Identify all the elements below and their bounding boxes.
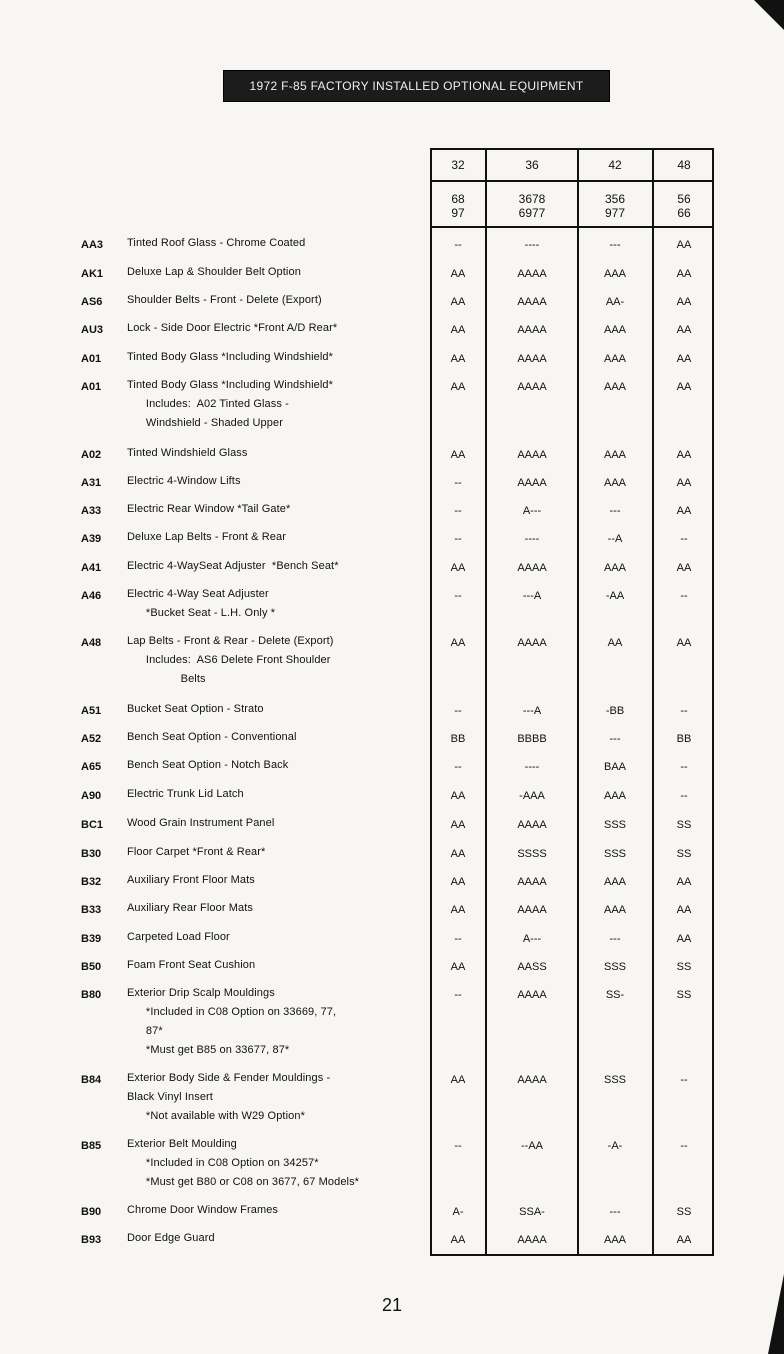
availability-cell: -- — [454, 505, 462, 517]
availability-cell: -AA — [605, 590, 625, 602]
availability-cell: AA — [676, 562, 692, 574]
option-description: Electric 4-Window Lifts — [127, 475, 241, 487]
page-title: 1972 F-85 FACTORY INSTALLED OPTIONAL EQUIPMENT — [223, 70, 610, 102]
availability-cell: --- — [609, 505, 621, 517]
option-code: A46 — [81, 590, 102, 602]
availability-cell: AA — [450, 562, 466, 574]
availability-cell: -- — [454, 989, 462, 1001]
column-subheader: 3678 6977 — [518, 192, 546, 220]
availability-cell: -BB — [605, 705, 625, 717]
column-header: 36 — [525, 158, 539, 172]
column-subheader: 356 977 — [604, 192, 626, 220]
availability-cell: AAAA — [517, 904, 547, 916]
availability-cell: AA — [676, 904, 692, 916]
availability-cell: SS — [676, 819, 692, 831]
availability-cell: AA — [676, 505, 692, 517]
option-description: Door Edge Guard — [127, 1232, 215, 1244]
availability-cell: -- — [680, 705, 688, 717]
option-code: A02 — [81, 449, 102, 461]
availability-cell: AAA — [603, 1234, 626, 1246]
availability-cell: BB — [450, 733, 466, 745]
column-header: 42 — [608, 158, 622, 172]
availability-cell: AA — [676, 449, 692, 461]
option-description: Deluxe Lap Belts - Front & Rear — [127, 531, 287, 543]
availability-cell: AA — [450, 381, 466, 393]
availability-cell: SS — [676, 961, 692, 973]
availability-cell: AAA — [603, 353, 626, 365]
column-header: 32 — [451, 158, 465, 172]
availability-cell: AAAA — [517, 989, 547, 1001]
option-code: AU3 — [81, 324, 104, 336]
availability-cell: AAAA — [517, 381, 547, 393]
availability-cell: SSSS — [517, 848, 547, 860]
option-description: Bench Seat Option - Notch Back — [127, 759, 289, 771]
availability-cell: A--- — [522, 505, 542, 517]
availability-cell: --A — [607, 533, 623, 545]
availability-cell: AAA — [603, 790, 626, 802]
availability-cell: AA- — [605, 296, 625, 308]
option-description: Chrome Door Window Frames — [127, 1204, 279, 1216]
availability-cell: AA — [676, 268, 692, 280]
option-code: B50 — [81, 961, 102, 973]
availability-cell: -- — [454, 1140, 462, 1152]
option-code: AK1 — [81, 268, 104, 280]
availability-cell: AA — [676, 324, 692, 336]
availability-cell: -- — [680, 790, 688, 802]
availability-cell: AAA — [603, 268, 626, 280]
availability-cell: -- — [454, 239, 462, 251]
column-divider — [577, 148, 579, 1256]
availability-cell: AAAA — [517, 268, 547, 280]
availability-cell: SS — [676, 989, 692, 1001]
availability-cell: AA — [676, 239, 692, 251]
availability-cell: AA — [450, 637, 466, 649]
availability-cell: AAAA — [517, 324, 547, 336]
option-description: Lock - Side Door Electric *Front A/D Rear* — [127, 322, 338, 334]
availability-cell: AA — [676, 477, 692, 489]
option-description: Tinted Windshield Glass — [127, 447, 248, 459]
availability-cell: BAA — [603, 761, 626, 773]
availability-cell: SSS — [603, 848, 626, 860]
option-code: AA3 — [81, 239, 104, 251]
option-description: Exterior Body Side & Fender Mouldings - Black Vinyl Insert *Not available with W29 Option* — [127, 1072, 331, 1122]
option-code: B93 — [81, 1234, 102, 1246]
column-subheader: 68 97 — [451, 192, 465, 220]
availability-cell: SS — [676, 848, 692, 860]
option-description: Shoulder Belts - Front - Delete (Export) — [127, 294, 322, 306]
option-code: B30 — [81, 848, 102, 860]
availability-cell: --- — [609, 733, 621, 745]
availability-cell: -- — [454, 533, 462, 545]
availability-cell: AA — [450, 324, 466, 336]
option-code: A01 — [81, 353, 102, 365]
availability-cell: AAAA — [517, 637, 547, 649]
option-code: AS6 — [81, 296, 103, 308]
option-description: Deluxe Lap & Shoulder Belt Option — [127, 266, 301, 278]
availability-cell: SS- — [605, 989, 625, 1001]
availability-cell: AAAA — [517, 296, 547, 308]
availability-cell: AAAA — [517, 1234, 547, 1246]
availability-cell: AA — [450, 353, 466, 365]
column-divider — [652, 148, 654, 1256]
availability-cell: AA — [676, 876, 692, 888]
option-description: Electric Trunk Lid Latch — [127, 788, 244, 800]
availability-cell: AAA — [603, 324, 626, 336]
availability-cell: SSA- — [519, 1206, 545, 1218]
availability-cell: ---- — [524, 239, 540, 251]
option-code: BC1 — [81, 819, 104, 831]
availability-cell: AAA — [603, 477, 626, 489]
option-code: B32 — [81, 876, 102, 888]
option-code: B84 — [81, 1074, 102, 1086]
page-corner-shadow — [754, 0, 784, 30]
availability-cell: SSS — [603, 819, 626, 831]
availability-cell: AA — [676, 296, 692, 308]
availability-cell: AAAA — [517, 353, 547, 365]
availability-table — [430, 148, 714, 1256]
column-header: 48 — [677, 158, 691, 172]
availability-cell: ---- — [524, 761, 540, 773]
availability-cell: AAA — [603, 381, 626, 393]
availability-cell: AA — [450, 904, 466, 916]
header-divider — [430, 226, 714, 228]
availability-cell: --AA — [521, 1140, 543, 1152]
availability-cell: AAA — [603, 876, 626, 888]
availability-cell: AA — [676, 1234, 692, 1246]
availability-cell: -- — [680, 590, 688, 602]
option-description: Carpeted Load Floor — [127, 931, 230, 943]
availability-cell: AA — [450, 961, 466, 973]
availability-cell: AASS — [517, 961, 547, 973]
availability-cell: AA — [450, 268, 466, 280]
availability-cell: AA — [450, 876, 466, 888]
availability-cell: AA — [607, 637, 623, 649]
availability-cell: AAAA — [517, 876, 547, 888]
availability-cell: SSS — [603, 1074, 626, 1086]
page-number: 21 — [381, 1295, 403, 1315]
option-description: Electric 4-Way Seat Adjuster *Bucket Seat - L.H. Only * — [127, 588, 276, 619]
option-description: Exterior Belt Moulding *Included in C08 Option on 34257* *Must get B80 or C08 on 3677, 67 Models* — [127, 1138, 360, 1188]
option-description: Tinted Roof Glass - Chrome Coated — [127, 237, 306, 249]
option-code: A51 — [81, 705, 102, 717]
option-description: Electric 4-WaySeat Adjuster *Bench Seat* — [127, 560, 339, 572]
availability-cell: -- — [454, 705, 462, 717]
availability-cell: AAA — [603, 562, 626, 574]
option-description: Exterior Drip Scalp Mouldings *Included in C08 Option on 33669, 77, 87* *Must get B85 on 33677, 87* — [127, 987, 337, 1056]
option-code: A31 — [81, 477, 102, 489]
option-description: Tinted Body Glass *Including Windshield* Includes: A02 Tinted Glass - Windshield - Shaded Upper — [127, 379, 333, 429]
option-code: B90 — [81, 1206, 102, 1218]
header-divider — [430, 180, 714, 182]
availability-cell: AAAA — [517, 562, 547, 574]
availability-cell: -- — [454, 933, 462, 945]
option-description: Wood Grain Instrument Panel — [127, 817, 275, 829]
option-code: A52 — [81, 733, 102, 745]
option-code: B39 — [81, 933, 102, 945]
availability-cell: SSS — [603, 961, 626, 973]
availability-cell: AA — [676, 381, 692, 393]
availability-cell: AAA — [603, 449, 626, 461]
availability-cell: AAAA — [517, 449, 547, 461]
availability-cell: AA — [676, 637, 692, 649]
option-description: Auxiliary Front Floor Mats — [127, 874, 255, 886]
availability-cell: --- — [609, 1206, 621, 1218]
option-description: Foam Front Seat Cushion — [127, 959, 256, 971]
availability-cell: --- — [609, 239, 621, 251]
availability-cell: AA — [676, 933, 692, 945]
availability-cell: AA — [450, 790, 466, 802]
availability-cell: -- — [680, 1074, 688, 1086]
option-code: A90 — [81, 790, 102, 802]
availability-cell: AA — [676, 353, 692, 365]
availability-cell: AAAA — [517, 819, 547, 831]
availability-cell: -- — [680, 761, 688, 773]
availability-cell: AAAA — [517, 1074, 547, 1086]
availability-cell: -- — [454, 477, 462, 489]
availability-cell: -- — [680, 533, 688, 545]
option-description: Bench Seat Option - Conventional — [127, 731, 297, 743]
availability-cell: -- — [454, 590, 462, 602]
availability-cell: AA — [450, 1234, 466, 1246]
option-description: Auxiliary Rear Floor Mats — [127, 902, 253, 914]
option-code: B80 — [81, 989, 102, 1001]
column-divider — [485, 148, 487, 1256]
option-code: B33 — [81, 904, 102, 916]
option-code: A39 — [81, 533, 102, 545]
availability-cell: ---A — [522, 590, 542, 602]
option-code: B85 — [81, 1140, 102, 1152]
option-description: Tinted Body Glass *Including Windshield* — [127, 351, 333, 363]
availability-cell: A- — [452, 1206, 464, 1218]
availability-cell: A--- — [522, 933, 542, 945]
availability-cell: ---A — [522, 705, 542, 717]
availability-cell: ---- — [524, 533, 540, 545]
availability-cell: -- — [680, 1140, 688, 1152]
option-code: A01 — [81, 381, 102, 393]
option-description: Bucket Seat Option - Strato — [127, 703, 264, 715]
availability-cell: BBBB — [517, 733, 547, 745]
availability-cell: AAAA — [517, 477, 547, 489]
availability-cell: -A- — [607, 1140, 623, 1152]
availability-cell: BB — [676, 733, 692, 745]
availability-cell: -- — [454, 761, 462, 773]
availability-cell: -AAA — [519, 790, 545, 802]
option-description: Electric Rear Window *Tail Gate* — [127, 503, 291, 515]
availability-cell: AA — [450, 1074, 466, 1086]
availability-cell: --- — [609, 933, 621, 945]
column-subheader: 56 66 — [677, 192, 691, 220]
availability-cell: AA — [450, 449, 466, 461]
option-description: Floor Carpet *Front & Rear* — [127, 846, 266, 858]
option-code: A65 — [81, 761, 102, 773]
option-code: A48 — [81, 637, 102, 649]
option-description: Lap Belts - Front & Rear - Delete (Export) Includes: AS6 Delete Front Shoulder Belts — [127, 635, 334, 685]
option-code: A41 — [81, 562, 102, 574]
option-code: A33 — [81, 505, 102, 517]
availability-cell: AA — [450, 296, 466, 308]
availability-cell: AAA — [603, 904, 626, 916]
availability-cell: SS — [676, 1206, 692, 1218]
availability-cell: AA — [450, 848, 466, 860]
availability-cell: AA — [450, 819, 466, 831]
